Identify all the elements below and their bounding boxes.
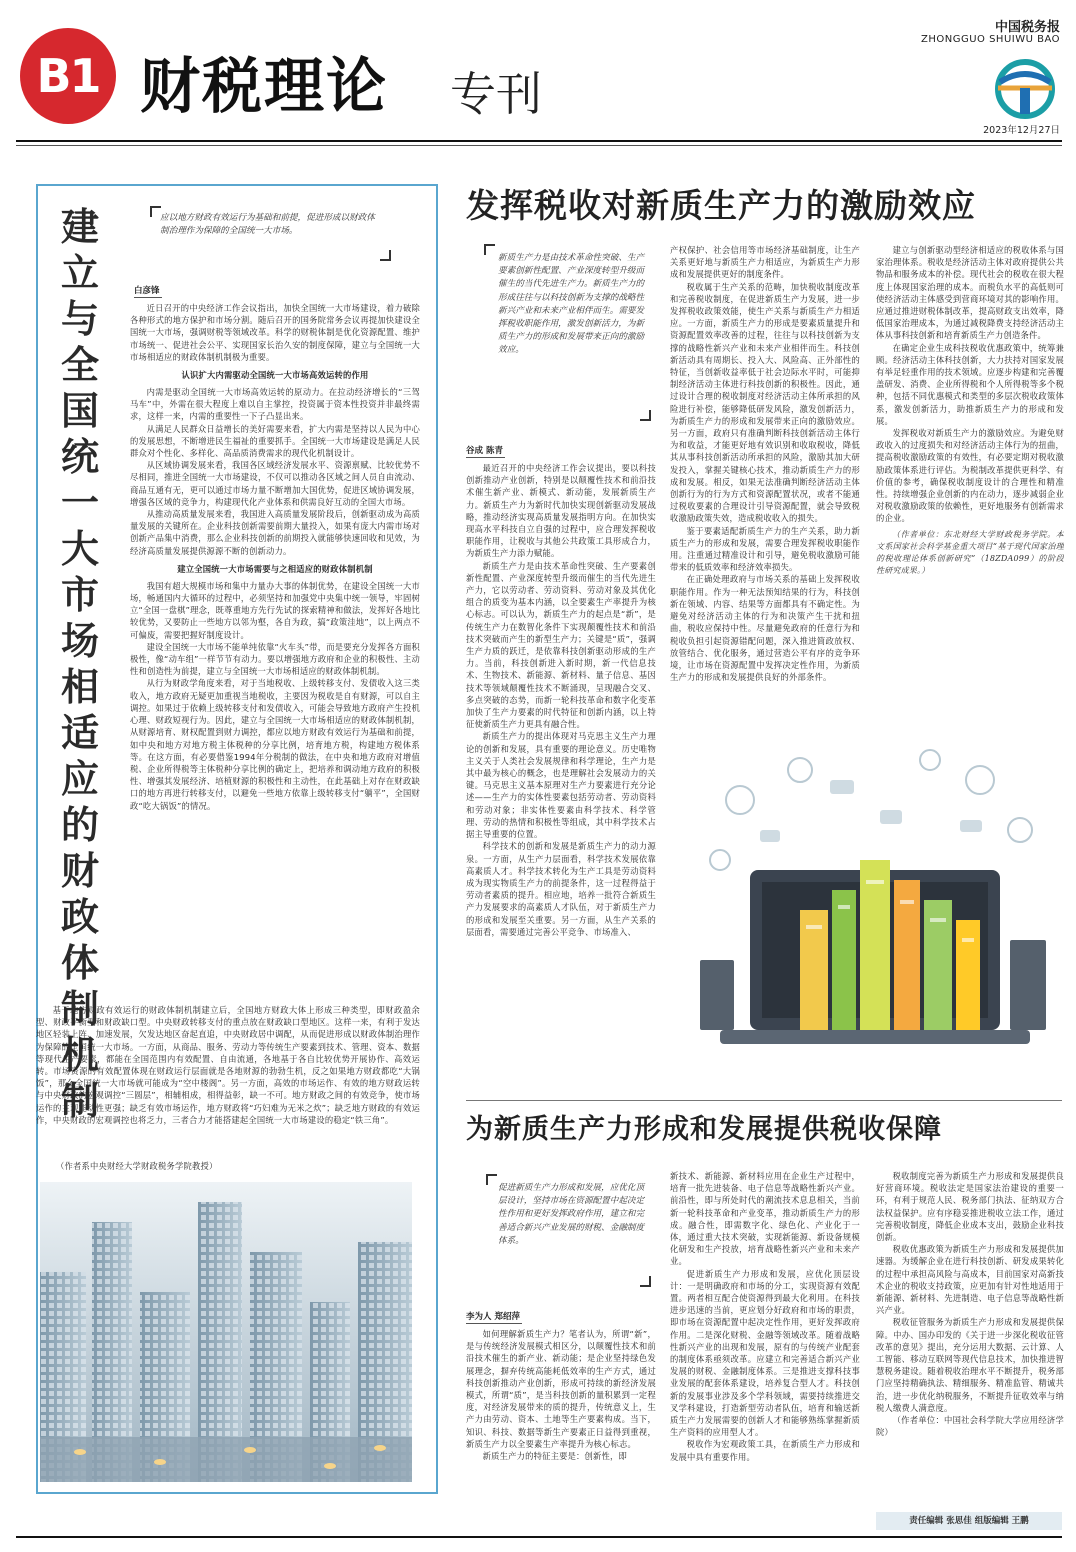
paragraph: 建设全国统一大市场不能单纯依靠“火车头”带，而是要充分发挥各方面积极性，像“动车组”一样节节有动力。要以增强地方政府和企业的积极性、主动性和创造性为前提，建立与全国统一大市场相适应的财政体制机制。 bbox=[130, 641, 420, 677]
lead-close-bracket bbox=[640, 1276, 651, 1287]
masthead-rule bbox=[16, 140, 1062, 142]
paragraph: 税收优惠政策为新质生产力形成和发展提供加速器。为缓解企业在进行科技创新、研发成果转化的过程中承担高风险与高成本，目前国家对高新技术企业的税收支持政策，应更加有针对性地适用于新能源、新材料、先进制造、电子信息等战略性新兴产业。 bbox=[876, 1244, 1064, 1316]
paragraph: 最近召开的中央经济工作会议提出，要以科技创新推动产业创新，特别是以颠覆性技术和前沿技术催生新产业、新模式、新动能，发展新质生产力。新质生产力为新时代加快实现创新驱动发展战略，推动经济实现高质量发展指明方向。在加快实现高水平科技自立自强的过程中，应合理发挥税收职能作用，让税收与其他公共政策工具形成合力，为新质生产力添力赋能。 bbox=[466, 463, 656, 559]
article2-title: 发挥税收对新质生产力的激励效应 bbox=[466, 186, 976, 225]
article1-title: 建立与全国统一大市场相适应的财政体制机制 bbox=[60, 204, 99, 1123]
article2-col2 bbox=[670, 244, 860, 722]
article3-col3 bbox=[876, 1170, 1064, 1500]
paragraph: 如何理解新质生产力？笔者认为，所谓“新”，是与传统经济发展模式相区分，以颠覆性技术和前沿技术催生的新产业、新动能；是企业坚持绿色发展理念，摒弃传统高能耗低效率的生产方式，通过科技创新推动产业创新，形成可持续的新经济发展模式，所谓“质”，是当科技创新的量积累到一定程度，对经济发展带来的质的提升，传统意义上，生产力由劳动、资本、土地等生产要素构成。当下，知识、科技、数据等新生产要素正日益得到重视，新质生产力以全要素生产率提升为核心标志。 bbox=[466, 1329, 656, 1449]
author-note: （作者单位：东北财经大学财政税务学院。本文系国家社会科学基金重大项目“基于现代国家治理的税收理论体系创新研究”（18ZDA099）的阶段性研究成果。） bbox=[876, 529, 1064, 575]
paragraph: 从满足人民群众日益增长的美好需要来看，扩大内需是坚持以人民为中心的发展思想，不断增进民生福祉的重要抓手。全国统一大市场建设是满足人民群众对个性化、多样化、高品质消费需求的现代化机制设计。 bbox=[130, 423, 420, 459]
article3-top-rule bbox=[466, 1100, 1062, 1101]
paragraph: 税收属于生产关系的范畴，加快税收制度改革和完善税收制度，在促进新质生产力发展，进一步发挥税收政策效能，使生产关系与新质生产力相适应。一方面，新质生产力的形成是要素质量提升和资源配置效率改善的过程，往往与以科技创新为支撑的战略性新兴产业和未来产业相伴而生。科技创新活动具有周期长、投入大、风险高、正外部性的特征，当创新收益率低于社会边际水平时，可能抑制经济活动主体进行科技创新的积极性。因此，通过设计合理的税收制度对经济活动主体所承担的风险进行补偿，能够降低研发风险，激发创新活力，为新质生产力的形成和发展带来正向的激励效应。另一方面，政府只有准确判断科技创新活动主体行为和收益，才能更好地有效识别和收取税收，降低其从事科技创新活动所承担的风险，激励其加大研发投入，掌握关键核心技术，推动新质生产力的形成和发展。相反，如果无法准确判断经济活动主体创新行为的行为方式和资源配置状况，或者不能通过税收要素的合理设计引导资源配置，就会导致税收激励政策失效，造成税收收入的损失。 bbox=[670, 281, 860, 524]
paragraph: 税收制度完善为新质生产力形成和发展提供良好营商环境。税收法定是国家法治建设的重要一环，有利于规范人民、税务部门执法、征纳双方合法权益保护。应有序稳妥推进税收立法工作，通过完善税收制度，降低企业成本支出，鼓励企业科技创新。 bbox=[876, 1171, 1064, 1243]
page-badge: B1 bbox=[20, 28, 116, 124]
article1-author: 白彦锋 bbox=[134, 286, 160, 296]
masthead-rule-thin bbox=[16, 145, 1062, 146]
lead-close-bracket bbox=[380, 250, 391, 261]
paragraph: 从区域协调发展来看，我国各区域经济发展水平、资源禀赋、比较优势不尽相同，推进全国统一大市场建设，不仅可以推动各区域之间人员自由流动、商品互通有无，更可以通过市场力量不断增加大国优势，促进区域协调发展，增强各区域的竞争力，构建现代化产业体系和供需良好互动的全国大市场。 bbox=[130, 460, 420, 507]
lead-close-bracket bbox=[640, 410, 651, 421]
lead-open-bracket bbox=[486, 1174, 497, 1185]
paragraph: 近日召开的中央经济工作会议指出，加快全国统一大市场建设，着力破除各种形式的地方保护和市场分割。随后召开的国务院常务会议再提加快建设全国统一大市场，强调财税等领域改革。科学的财税体制是优化资源配置、维护市场统一、促进社会公平、实现国家长治久安的制度保障，建立与全国统一大市场相适应的财政体制机制极为重要。 bbox=[130, 303, 420, 362]
laptop-books-illustration bbox=[680, 740, 1062, 1062]
paragraph: 新质生产力的提出体现对马克思主义生产力理论的创新和发展，具有重要的理论意义。历史唯物主义关于人类社会发展规律和科学理论，生产力是其中最为核心的概念，也是理解社会发展动力的关键。马克思主义基本原理对生产力要素进行充分论述——生产力的实体性要素包括劳动者、劳动资料和劳动对象；非实体性要素由科学技术、科学管理、劳动的热情和积极性等组成，其中科学技术占据主导重要的位置。 bbox=[466, 731, 656, 840]
newspaper-logo-icon bbox=[992, 58, 1058, 120]
paragraph: 新质生产力是由技术革命性突破、生产要素创新性配置、产业深度转型升级而催生的当代先进生产力，它以劳动者、劳动资料、劳动对象及其优化组合的质变为基本内涵，以全要素生产率提升为核心标志。可以认为，新质生产力的起点是“新”，是传统生产力在数智化条件下实现颠覆性技术和前沿技术突破而产生的新型生产力；关键是“质”，强调生产力质的跃迁，是依靠科技创新驱动形成的生产力。当前，科技创新进入新时期，新一代信息技术、生物技术、新能源、新材料、量子信息、基因技术等领域颠覆性技术不断涌现，呈现融合交叉、多点突破的态势，而新一轮科技革命和数字化变革加快了生产力要素的时代特征和创新内涵，以上特征使新质生产力更具有融合性。 bbox=[466, 560, 656, 730]
paragraph: 新质生产力的特征主要是：创新性，即 bbox=[482, 1451, 628, 1462]
paragraph: 从行为财政学角度来看，对于当地税收、上级转移支付、发债收入这三类收入，地方政府无疑更加重视当地税收，主要因为税收是自有财源，可以自主调控。如果过于依赖上级转移支付和发债收入，可能会导致地方政府产生投机心理、财政短视行为。因此，建立与全国统一大市场相适应的财政体制机制，从财源培育、财权配置到财力调控，都应以地方财政有效运行为基础和前提，如中央和地方对地方税主体税种的分享比例，培育地方税，构建地方税体系等。在这方面，有必要借鉴1994年分税制的做法，在中央和地方政府对增值税、企业所得税等主体税种分享比例的确定上，把培养和调动地方政府的积极性、增强其发展经济、培植财源的积极性和主动性，在此基础上对存在财政缺口的地方再进行转移支付，以避免一些地方依靠上级转移支付“躺平”，全国财政“吃大锅饭”的情况。 bbox=[130, 678, 420, 811]
paragraph: 科学技术的创新和发展是新质生产力的动力源泉。一方面，从生产力层面看，科学技术发展依靠高素质人才。科学技术转化为生产工具是劳动资料成为现实物质生产力的前提条件，这一过程得益于劳动者素质的提升。相应地，培养一批符合新质生产力发展要求的高素质人才队伍，对于新质生产力的形成和发展至关重要。另一方面，从生产关系的层面看，需要通过完善公平竞争、市场准入、 bbox=[466, 841, 656, 937]
paper-pinyin: ZHONGGUO SHUIWU BAO bbox=[920, 34, 1060, 45]
article2-col1 bbox=[466, 462, 656, 1062]
paragraph: 产权保护、社会信用等市场经济基础制度，让生产关系更好地与新质生产力相适应，为新质生产力形成和发展提供更好的制度条件。 bbox=[670, 245, 860, 280]
paper-name: 中国税务报 bbox=[994, 20, 1060, 35]
subheading: 认识扩大内需驱动全国统一大市场高效运转的作用 bbox=[181, 370, 369, 381]
article3-lead: 促进新质生产力形成和发展，应优化顶层设计，坚持市场在资源配置中起决定性作用和更好发挥政府作用，建立和完善适合新兴产业发展的财税、金融制度体系。 bbox=[498, 1183, 645, 1246]
article2-author: 谷成 陈青 bbox=[466, 446, 503, 456]
article2-lead: 新质生产力是由技术革命性突破、生产要素创新性配置、产业深度转型升级而催生的当代先进生产力。新质生产力的形成往往与以科技创新为支撑的战略性新兴产业和未来产业相伴而生。需要发挥税收职能作用，激发创新活力，为新质生产力的形成和发展带来正向的激励效应。 bbox=[498, 253, 645, 356]
article3-col1 bbox=[466, 1328, 656, 1532]
paragraph: 在确定企业生成科技税收优惠政策中，统筹兼顾。经济活动主体科技创新，大力扶持对国家发展有举足轻重作用的技术领域。应逐步构建和完善覆盖研发、消费、企业所得税和个人所得税等多个税种，包括不同优惠模式和类型的多层次税收政策体系，激发创新活力，助推新质生产力的形成和发展。 bbox=[876, 342, 1064, 426]
section-title: 财税理论 bbox=[140, 52, 388, 122]
issue-date: 2023年12月27日 bbox=[983, 125, 1060, 136]
paragraph: 税收作为宏观政策工具，在新质生产力形成和发展中具有重要作用。 bbox=[670, 1439, 860, 1462]
paragraph: 我国有超大规模市场和集中力量办大事的体制优势，在建设全国统一大市场，畅通国内大循环的过程中，必须坚持和加强党中央集中统一领导，牢固树立“全国一盘棋”理念，既尊重地方先行先试的探索精神和做法，发挥好各地比较优势，又要防止一些地方以邻为壑，各自为政，搞“政策洼地”，以上两点不可偏废，需要把握好制度设计。 bbox=[130, 580, 420, 640]
article1-body-cont bbox=[36, 1004, 420, 1164]
subheading: 建立全国统一大市场需要与之相适应的财政体制机制 bbox=[177, 563, 373, 574]
article1-author-note: （作者系中央财经大学财政税务学院教授） bbox=[56, 1161, 218, 1171]
paragraph: 促进新质生产力形成和发展，应优化顶层设计：一是明确政府和市场的分工，实现资源有效配置。两者相互配合使资源得到最大化利用。在科技进步迅速的当前，更应划分好政府和市场的职责，即市场在资源配置中起决定性作用，更好发挥政府作用。二是深化财税、金融等领域改革。随着战略性新兴产业的出现和发展，原有的与传统产业配套的制度体系亟须改革。应建立和完善适合新兴产业发展的财税、金融制度体系。三是推进支撑科技事业发展的配套体系建设，培养复合型人才。科技创新的发展事业涉及多个学科领域，需要持续推进交叉学科建设，打造新型劳动者队伍，培育和输送新质生产力发展需要的创新人才和能够熟练掌握新质生产资料的应用型人才。 bbox=[670, 1268, 860, 1438]
author-note: （作者单位：中国社会科学院大学应用经济学院） bbox=[876, 1415, 1064, 1438]
article1-lead: 应以地方财政有效运行为基础和前提，促进形成以财政体制治理作为保障的全国统一大市场。 bbox=[160, 213, 375, 237]
paragraph: 基于地方财政有效运行的财政体制机制建立后，全国地方财政大体上形成三种类型，即财政盈余型、财政平衡型和财政缺口型。中央财政转移支付的重点放在财政缺口型地区。这样一来，有利于发达地区轻装上阵、加速发展，欠发达地区奋起直追，中央财政居中调配，从而促进形成以财政体制治理作为保障的全国统一大市场。一方面，从商品、服务、劳动力等传统生产要素到技术、管理、资本、数据等现代生产要素，都能在全国范围内有效配置、自由流通，各地基于各自比较优势开展协作、高效运转。市场资源的有效配置体现在财政运行层面就是各地财源的勃勃生机，反之如果地方财政都吃“大锅饭”，那么全国统一大市场就可能成为“空中楼阁”。另一方面，高效的市场运作、有效的地方财政运转与中央财政的宏观调控“三圆层”，相辅相成，相得益彰，缺一不可。地方财政之间的有效竞争，使市场运作的主观能动性更强；缺乏有效市场运作，地方财政将“巧妇难为无米之炊”；缺乏地方财政的有效运作，中央财政的宏观调控也将乏力，三者合力才能搭建起全国统一大市场建设的稳定“铁三角”。 bbox=[36, 1005, 420, 1125]
paragraph: 在正确处理政府与市场关系的基础上发挥税收职能作用。作为一种无法预知结果的行为，科技创新在领域、内容、结果等方面都具有不确定性。为避免对经济活动主体的行为和决策产生干扰和扭曲，税收应保持中性。尽量避免政府的任意行为和税收负担引起资源错配问题，深入推进简政放权、放管结合、优化服务，通过营造公平有序的竞争环境，让市场在资源配置中发挥决定性作用，为新质生产力的形成和发展提供良好的外部条件。 bbox=[670, 574, 860, 683]
paragraph: 鉴于要素适配新质生产力的生产关系，助力新质生产力的形成和发展，需要合理发挥税收职能作用。注重通过精准设计和引导，避免税收激励可能带来的低质效率和经济效率损失。 bbox=[670, 525, 860, 573]
paragraph: 从推动高质量发展来看，我国进入高质量发展阶段后，创新驱动成为高质量发展的关键所在。企业科技创新需要前期大量投入，如果有庞大内需市场对创新产品集中消费，那么企业科技创新的前期投入就能够快速回收和见效，为经济高质量发展提供源源不断的创新动力。 bbox=[130, 509, 420, 556]
section-subtitle: 专刊 bbox=[450, 67, 542, 121]
article3-author: 李为人 郑绍萍 bbox=[466, 1312, 520, 1322]
page-bottom-rule bbox=[16, 1536, 1062, 1538]
paragraph: 内需是驱动全国统一大市场高效运转的原动力。在拉动经济增长的“三驾马车”中，外需在很大程度上难以自主掌控，投资属于资本性投资并非最终需求，这样一来，内需的重要性一下子凸显出来。 bbox=[130, 387, 420, 422]
article2-col3 bbox=[876, 244, 1064, 722]
city-skyline-illustration bbox=[40, 1182, 412, 1482]
paragraph: 建立与创新驱动型经济相适应的税收体系与国家治理体系。税收是经济活动主体对政府提供公共物品和服务成本的补偿。现代社会的税收在很大程度上体现国家治理的成本。而税负水平的高低则可使经济活动主体感受到营商环境对其的影响作用。应通过推进财税体制改革，提高财政支出效率，降低国家治理成本，为通过减税降费支持经济活动主体从事科技创新和培育新质生产力创造条件。 bbox=[876, 245, 1064, 341]
article3-title: 为新质生产力形成和发展提供税收保障 bbox=[466, 1114, 942, 1145]
paragraph: 发挥税收对新质生产力的激励效应。为避免财政收入的过度损失和对经济活动主体行为的扭曲，提高税收激励政策的有效性，有必要定期对税收激励政策体系进行评估。为税制改革提供更科学、有价值的参考，确保税收制度设计的合理性和精准性。持续增强企业创新的内在动力，逐步减弱企业对税收激励政策的依赖性，更好地服务有创新需求的企业。 bbox=[876, 428, 1064, 524]
article3-col2 bbox=[670, 1170, 860, 1532]
paragraph: 新技术、新能源、新材料应用在企业生产过程中，培育一批先进装备、电子信息等战略性新兴产业。前沿性，即与所处时代的潮流技术息息相关，当前新一轮科技革命和产业变革，推动新质生产力的形成。融合性，即需数字化、绿色化、产业化于一体，通过重大技术突破，实现新能源、新设备规模化研发和生产投放，培育战略性新兴产业和未来产业。 bbox=[670, 1171, 860, 1267]
lead-open-bracket bbox=[484, 244, 495, 255]
editor-credits: 责任编辑 张思佳 组版编辑 王鹏 bbox=[876, 1512, 1062, 1530]
paragraph: 税收征管服务为新质生产力形成和发展提供保障。中办、国办印发的《关于进一步深化税收征管改革的意见》提出，充分运用大数据、云计算、人工智能、移动互联网等现代信息技术，加快推进智慧税务建设。随着税收治理水平不断提升，税务部门应坚持精确执法、精细服务、精准监管、精诚共治，进一步优化纳税服务，不断提升征收效率与纳税人缴费人满意度。 bbox=[876, 1317, 1064, 1413]
article1-body bbox=[130, 302, 420, 812]
